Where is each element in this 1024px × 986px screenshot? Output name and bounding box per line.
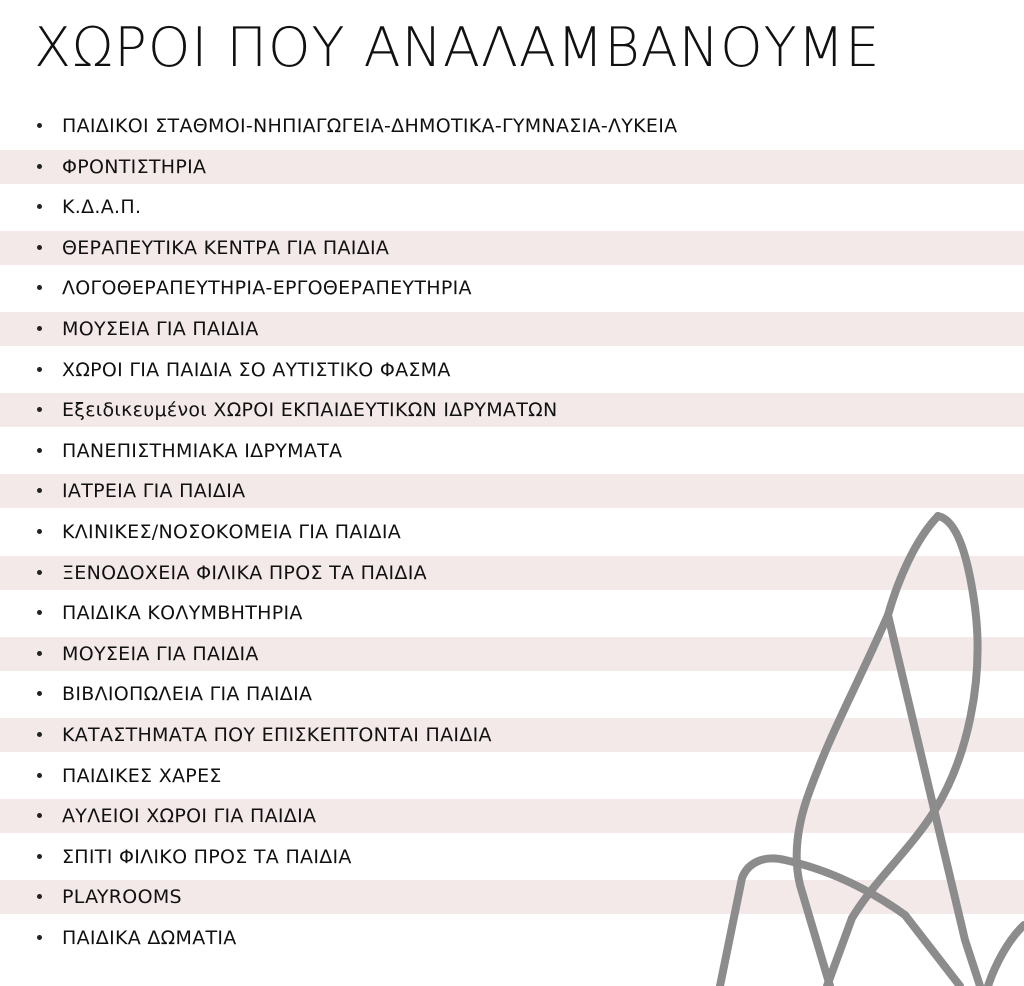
list-item-label: Εξειδικευμένοι ΧΩΡΟΙ ΕΚΠΑΙΔΕΥΤΙΚΩΝ ΙΔΡΥΜΑΤΩΝ [62, 399, 558, 422]
list-item-label: ΠΑΙΔΙΚΑ ΔΩΜΑΤΙΑ [62, 927, 237, 949]
list-item [0, 471, 1024, 511]
list-item [0, 350, 1024, 390]
list-item [0, 147, 1024, 187]
bullet-icon [37, 691, 42, 696]
list-item [0, 796, 1024, 836]
bullet-icon [37, 488, 42, 493]
list-item [0, 715, 1024, 755]
bullet-icon [37, 813, 42, 818]
list-item [0, 553, 1024, 593]
list-item [0, 877, 1024, 917]
bullet-icon [37, 326, 42, 331]
list-item-label: ΠΑΝΕΠΙΣΤΗΜΙΑΚΑ ΙΔΡΥΜΑΤΑ [62, 439, 343, 462]
bullet-icon [37, 245, 42, 250]
page-title: ΧΩΡΟΙ ΠΟΥ ΑΝΑΛΑΜΒΑΝΟΥΜΕ [34, 16, 881, 79]
bullet-icon [37, 285, 42, 290]
list-item-label: ΚΛΙΝΙΚΕΣ/ΝΟΣΟΚΟΜΕΙΑ ΓΙΑ ΠΑΙΔΙΑ [62, 521, 402, 543]
bullet-icon [37, 529, 42, 534]
bullet-icon [37, 164, 42, 169]
bullet-icon [37, 732, 42, 737]
list-item [0, 228, 1024, 268]
list-item [0, 390, 1024, 430]
list-item-label: ΜΟΥΣΕΙΑ ΓΙΑ ΠΑΙΔΙΑ [62, 318, 259, 340]
bullet-icon [37, 610, 42, 615]
list-item-label: ΒΙΒΛΙΟΠΩΛΕΙΑ ΓΙΑ ΠΑΙΔΙΑ [62, 683, 313, 706]
list-item [0, 512, 1024, 552]
bullet-icon [37, 935, 42, 940]
list-item-label: ΠΑΙΔΙΚΕΣ ΧΑΡΕΣ [62, 764, 222, 787]
list-item-label: ΣΠΙΤΙ ΦΙΛΙΚΟ ΠΡΟΣ ΤΑ ΠΑΙΔΙΑ [62, 845, 352, 868]
bullet-icon [37, 894, 42, 899]
list-item [0, 756, 1024, 796]
list-item [0, 837, 1024, 877]
bullet-icon [37, 854, 42, 859]
list-item-label: ΛΟΓΟΘΕΡΑΠΕΥΤΗΡΙΑ-ΕΡΓΟΘΕΡΑΠΕΥΤΗΡΙΑ [62, 277, 472, 300]
list-item-label: ΦΡΟΝΤΙΣΤΗΡΙΑ [62, 155, 207, 178]
list-item-label: ΚΑΤΑΣΤΗΜΑΤΑ ΠΟΥ ΕΠΙΣΚΕΠΤΟΝΤΑΙ ΠΑΙΔΙΑ [62, 724, 492, 746]
list-item-label: ΠΑΙΔΙΚΟΙ ΣΤΑΘΜΟΙ-ΝΗΠΙΑΓΩΓΕΙΑ-ΔΗΜΟΤΙΚΑ-ΓΥΜΝΑΣΙΑ-ΛΥΚΕΙΑ [62, 115, 678, 137]
list-item [0, 918, 1024, 958]
bullet-icon [37, 773, 42, 778]
list-item [0, 431, 1024, 471]
list-item-label: ΠΑΙΔΙΚΑ ΚΟΛΥΜΒΗΤΗΡΙΑ [62, 602, 303, 625]
list-item-label: ΞΕΝΟΔΟΧΕΙΑ ΦΙΛΙΚΑ ΠΡΟΣ ΤΑ ΠΑΙΔΙΑ [62, 561, 427, 584]
list-item [0, 106, 1024, 146]
list-item [0, 309, 1024, 349]
list-item-label: ΑΥΛΕΙΟΙ ΧΩΡΟΙ ΓΙΑ ΠΑΙΔΙΑ [62, 805, 317, 828]
bullet-icon [37, 651, 42, 656]
bullet-icon [37, 570, 42, 575]
list-item-label: PLAYROOMS [62, 886, 182, 909]
bullet-icon [37, 123, 42, 128]
list-item-label: Κ.Δ.Α.Π. [62, 196, 142, 219]
bullet-icon [37, 204, 42, 209]
list-item-label: ΧΩΡΟΙ ΓΙΑ ΠΑΙΔΙΑ ΣΟ ΑΥΤΙΣΤΙΚΟ ΦΑΣΜΑ [62, 358, 451, 381]
bullet-icon [37, 407, 42, 412]
bullet-icon [37, 367, 42, 372]
list-item [0, 268, 1024, 308]
list-item-label: ΙΑΤΡΕΙΑ ΓΙΑ ΠΑΙΔΙΑ [62, 480, 246, 503]
list-item [0, 674, 1024, 714]
list-item [0, 593, 1024, 633]
bullet-icon [37, 448, 42, 453]
list-item-label: ΘΕΡΑΠΕΥΤΙΚΑ ΚΕΝΤΡΑ ΓΙΑ ΠΑΙΔΙΑ [62, 236, 390, 259]
list-item-label: ΜΟΥΣΕΙΑ ΓΙΑ ΠΑΙΔΙΑ [62, 642, 259, 665]
list-item [0, 187, 1024, 227]
list-item [0, 634, 1024, 674]
